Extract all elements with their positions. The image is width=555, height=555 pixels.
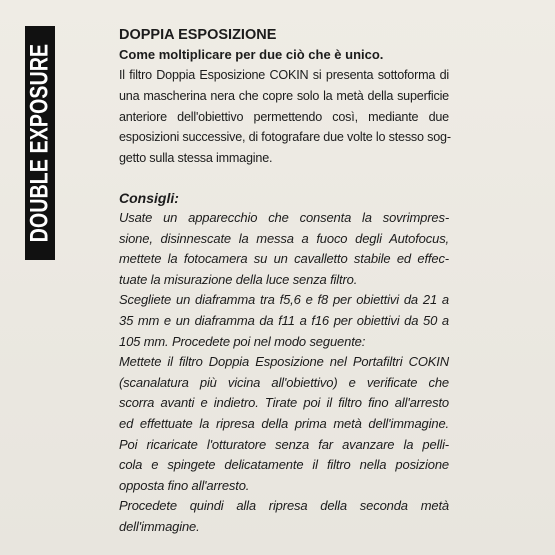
side-label-bar [25, 26, 55, 260]
tips-line: Procedete quindi alla ripresa della seconda metà [119, 498, 449, 514]
tips-line: Scegliete un diaframma tra f5,6 e f8 per obiettivi da 21 a [119, 292, 449, 308]
tips-line: tuate la misurazione della luce senza filtro. [119, 271, 358, 287]
tips-line: dell'immagine. [119, 518, 200, 534]
tips-line: 105 mm. Procedete poi nel modo seguente: [119, 333, 366, 349]
tips-heading: Consigli: [119, 189, 179, 206]
tips-line: sione, disinnescate la messa a fuoco degli Autofocus, [119, 230, 449, 246]
tips-line: ed effettuate la ripresa della prima metà dell'immagine. [119, 415, 449, 431]
tips-line: mettete la fotocamera su un cavalletto stabile ed effec- [119, 251, 449, 267]
intro-line: anteriore dell'obiettivo permettendo così, mediante due [119, 109, 449, 124]
tips-line: cola e spingete delicatamente il filtro nella posizione [119, 457, 449, 473]
intro-paragraph [119, 65, 449, 169]
tips-line: (scanalatura più vicina all'obiettivo) e verificate che [119, 374, 449, 390]
tips-line: Usate un apparecchio che consenta la sovrimpres- [119, 209, 449, 225]
article-title: DOPPIA ESPOSIZIONE [119, 27, 277, 43]
intro-line: esposizioni successive, di fotografare due volte lo stesso sog- [119, 130, 451, 145]
intro-line: Il filtro Doppia Esposizione COKIN si presenta sottoforma di [119, 68, 449, 82]
intro-line: getto sulla stessa immagine. [119, 151, 273, 166]
tips-line: scorra avanti e indietro. Tirate poi il filtro fino all'arresto [119, 395, 449, 411]
article-content [119, 25, 449, 537]
side-label [26, 16, 55, 270]
intro-line: una mascherina nera che copre solo la metà della superficie [119, 88, 449, 103]
tips-line: Mettete il filtro Doppia Esposizione nel Portafiltri COKIN [119, 354, 449, 370]
tips-line: 35 mm e un diaframma da f11 a f16 per obiettivi da 50 a [119, 312, 449, 328]
side-label-text: DOUBLE EXPOSURE [25, 43, 54, 243]
tips-line: opposta fino all'arresto. [119, 477, 250, 493]
article-subtitle: Come moltiplicare per due ciò che è unico. [119, 47, 384, 62]
tips-paragraph [119, 208, 449, 538]
tips-line: Poi ricaricate l'otturatore senza far avanzare la pelli- [119, 436, 449, 452]
